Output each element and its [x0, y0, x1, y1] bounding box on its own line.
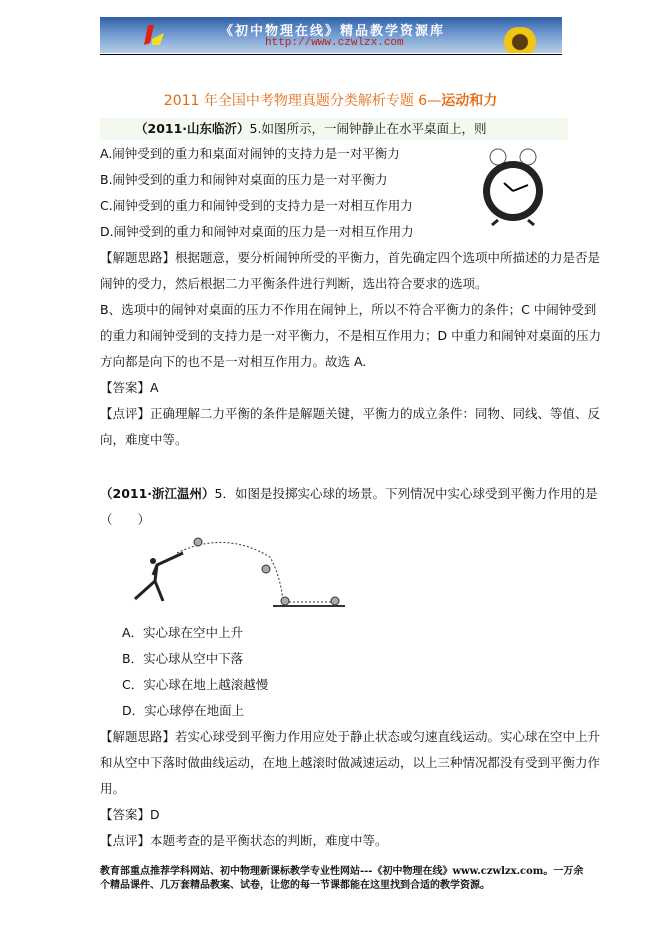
analysis-line: 方向都是向下的也不是一对相互作用力。故选 A.	[100, 354, 367, 369]
site-banner	[100, 17, 562, 53]
option-c: C．实心球在地上越滚越慢	[122, 677, 269, 692]
shot-put-figure	[125, 535, 350, 615]
comment-line: 【点评】正确理解二力平衡的条件是解题关键，平衡力的成立条件：同物、同线、等值、反	[100, 406, 601, 421]
sunflower-image	[500, 27, 540, 53]
answer-blank: （ ）	[100, 512, 151, 527]
comment-line: 向，难度中等。	[100, 432, 188, 447]
analysis-line: 用。	[100, 781, 126, 796]
banner-url: http://www.czwlzx.com	[265, 37, 404, 49]
option-b: B．实心球从空中下落	[122, 651, 244, 666]
title-text: 2011 年全国中考物理真题分类解析专题 6—	[163, 93, 442, 109]
analysis-line: 闹钟的受力，然后根据二力平衡条件进行判断，选出符合要求的选项。	[100, 276, 488, 291]
banner-title: 《初中物理在线》精品教学资源库	[220, 24, 446, 39]
question-2-stem	[100, 486, 598, 502]
option-c: C.闹钟受到的重力和闹钟受到的支持力是一对相互作用力	[100, 198, 413, 213]
comment: 【点评】本题考查的是平衡状态的判断，难度中等。	[100, 833, 388, 848]
analysis-line: B、选项中的闹钟对桌面的压力不作用在闹钟上，所以不符合平衡力的条件；C 中闹钟受到	[100, 302, 597, 317]
answer: 【答案】A	[100, 380, 159, 395]
footer-line: 教育部重点推荐学科网站、初中物理新课标教学专业性网站---《初中物理在线》www.czwlzx.com。一万余	[100, 866, 584, 877]
option-b: B.闹钟受到的重力和闹钟对桌面的压力是一对平衡力	[100, 172, 388, 187]
analysis-line: 【解题思路】若实心球受到平衡力作用应处于静止状态或匀速直线运动。实心球在空中上升	[100, 729, 601, 744]
question-source: （2011·山东临沂）	[135, 121, 250, 136]
footer-line: 个精品课件、几万套精品教案、试卷，让您的每一节课都能在这里找到合适的教学资源。	[100, 880, 490, 891]
site-logo-icon	[140, 23, 170, 49]
answer: 【答案】D	[100, 807, 160, 822]
option-d: D.闹钟受到的重力和闹钟对桌面的压力是一对相互作用力	[100, 224, 414, 239]
question-text: 5．如图是投掷实心球的场景。下列情况中实心球受到平衡力作用的是	[214, 486, 598, 501]
title-bold: 运动和力	[441, 93, 498, 109]
header-divider	[100, 54, 562, 55]
option-a: A.闹钟受到的重力和桌面对闹钟的支持力是一对平衡力	[100, 146, 400, 161]
question-text: 5.如图所示，一闹钟静止在水平桌面上，则	[249, 121, 487, 136]
analysis-line: 的重力和闹钟受到的支持力是一对平衡力，不是相互作用力；D 中重力和闹钟对桌面的压力	[100, 328, 602, 343]
analysis-line: 【解题思路】根据题意，要分析闹钟所受的平衡力，首先确定四个选项中所描述的力是否是	[100, 250, 601, 265]
alarm-clock-image	[478, 145, 550, 227]
page-title	[0, 90, 661, 110]
question-source: （2011·浙江温州）	[100, 486, 215, 501]
option-d: D．实心球停在地面上	[122, 703, 245, 718]
question-1-stem	[135, 121, 486, 137]
option-a: A．实心球在空中上升	[122, 625, 244, 640]
analysis-line: 和从空中下落时做曲线运动，在地上越滚时做减速运动，以上三种情况都没有受到平衡力作	[100, 755, 601, 770]
